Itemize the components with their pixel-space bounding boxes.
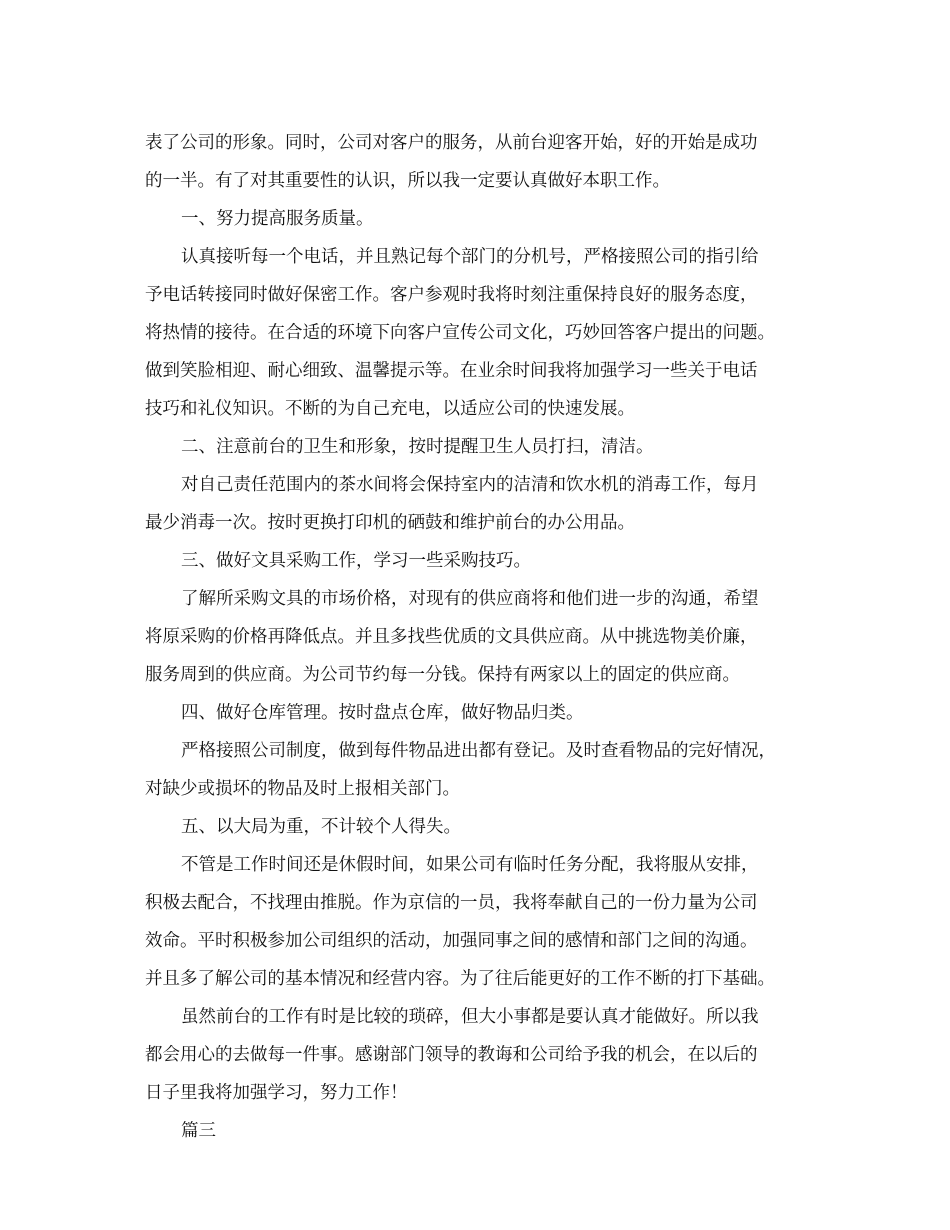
body-text-line: 效命。平时积极参加公司组织的活动，加强同事之间的感情和部门之间的沟通。 (145, 931, 758, 951)
body-text-line: 积极去配合，不找理由推脱。作为京信的一员，我将奉献自己的一份力量为公司 (145, 893, 758, 913)
body-text-line: 将原采购的价格再降低点。并且多找些优质的文具供应商。从中挑选物美价廉， (145, 627, 758, 647)
body-text-line: 将热情的接待。在合适的环境下向客户宣传公司文化，巧妙回答客户提出的问题。 (145, 323, 775, 343)
body-text-line: 表了公司的形象。同时，公司对客户的服务，从前台迎客开始，好的开始是成功 (145, 133, 758, 153)
section-heading-3: 三、做好文具采购工作，学习一些采购技巧。 (181, 551, 531, 571)
section-heading-5: 五、以大局为重，不计较个人得失。 (181, 817, 461, 837)
body-text-line: 对自己责任范围内的茶水间将会保持室内的洁清和饮水机的消毒工作，每月 (181, 475, 759, 495)
body-text-line: 不管是工作时间还是休假时间，如果公司有临时任务分配，我将服从安排， (181, 855, 759, 875)
body-text-line: 日子里我将加强学习，努力工作！ (145, 1083, 408, 1103)
body-text-line: 都会用心的去做每一件事。感谢部门领导的教诲和公司给予我的机会，在以后的 (145, 1045, 758, 1065)
body-text-line: 虽然前台的工作有时是比较的琐碎，但大小事都是要认真才能做好。所以我 (181, 1007, 759, 1027)
body-text-line: 技巧和礼仪知识。不断的为自己充电，以适应公司的快速发展。 (145, 399, 635, 419)
section-heading-1: 一、努力提高服务质量。 (181, 209, 374, 229)
body-text-line: 做到笑脸相迎、耐心细致、温馨提示等。在业余时间我将加强学习一些关于电话 (145, 361, 758, 381)
body-text-line: 并且多了解公司的基本情况和经营内容。为了往后能更好的工作不断的打下基础。 (145, 969, 775, 989)
body-text-line: 最少消毒一次。按时更换打印机的硒鼓和维护前台的办公用品。 (145, 513, 635, 533)
body-text-line: 予电话转接同时做好保密工作。客户参观时我将时刻注重保持良好的服务态度， (145, 285, 758, 305)
body-text-line: 了解所采购文具的市场价格，对现有的供应商将和他们进一步的沟通，希望 (181, 589, 759, 609)
body-text-line: 严格接照公司制度，做到每件物品进出都有登记。及时查看物品的完好情况， (181, 741, 776, 761)
section-heading-2: 二、注意前台的卫生和形象，按时提醒卫生人员打扫，清洁。 (181, 437, 654, 457)
body-text-line: 的一半。有了对其重要性的认识，所以我一定要认真做好本职工作。 (145, 171, 670, 191)
body-text-line: 对缺少或损坏的物品及时上报相关部门。 (145, 779, 460, 799)
part-heading: 篇三 (181, 1121, 216, 1141)
body-text-line: 认真接听每一个电话，并且熟记每个部门的分机号，严格接照公司的指引给 (181, 247, 759, 267)
section-heading-4: 四、做好仓库管理。按时盘点仓库，做好物品归类。 (181, 703, 584, 723)
body-text-line: 服务周到的供应商。为公司节约每一分钱。保持有两家以上的固定的供应商。 (145, 665, 740, 685)
